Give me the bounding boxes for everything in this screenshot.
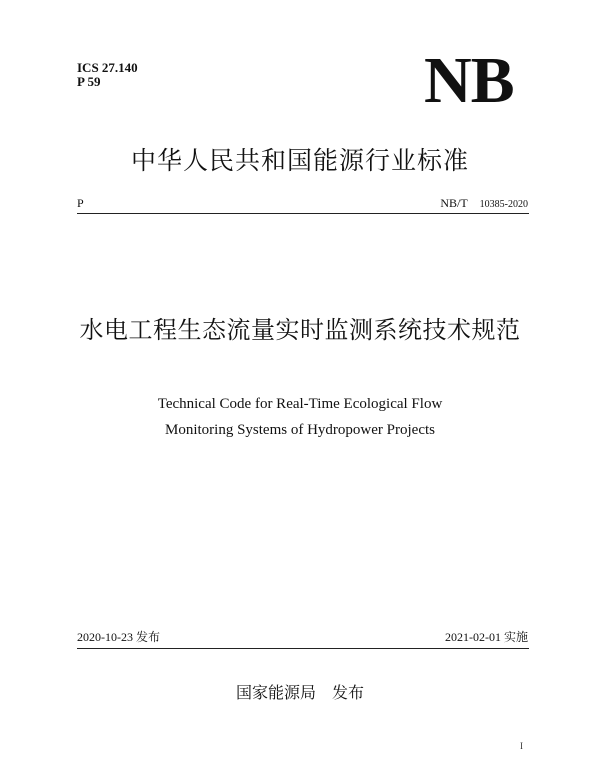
- standard-number: [440, 196, 528, 212]
- implementation-date: 2021-02-01 实施: [445, 630, 528, 644]
- issuing-authority: [0, 683, 600, 703]
- english-title-line2: Monitoring Systems of Hydropower Projects: [165, 422, 435, 438]
- standard-category-title: 中华人民共和国能源行业标准: [130, 146, 469, 175]
- standard-prefix: NB/T: [440, 196, 468, 210]
- left-tag: P: [77, 196, 84, 210]
- issuer-action: 发布: [332, 683, 365, 702]
- issue-date: 2020-10-23 发布: [77, 630, 160, 644]
- page-number: I: [520, 741, 523, 751]
- classification-code: P 59: [77, 74, 101, 89]
- footer-divider: [77, 648, 529, 649]
- issuer-name: 国家能源局: [235, 683, 316, 702]
- nb-logo: NB: [424, 44, 514, 117]
- header-divider: [77, 213, 529, 214]
- ics-code: ICS 27.140: [77, 60, 138, 75]
- chinese-title: 水电工程生态流量实时监测系统技术规范: [79, 316, 521, 344]
- english-title-line1: Technical Code for Real-Time Ecological Flow: [157, 396, 443, 412]
- standard-id: 10385-2020: [479, 199, 528, 210]
